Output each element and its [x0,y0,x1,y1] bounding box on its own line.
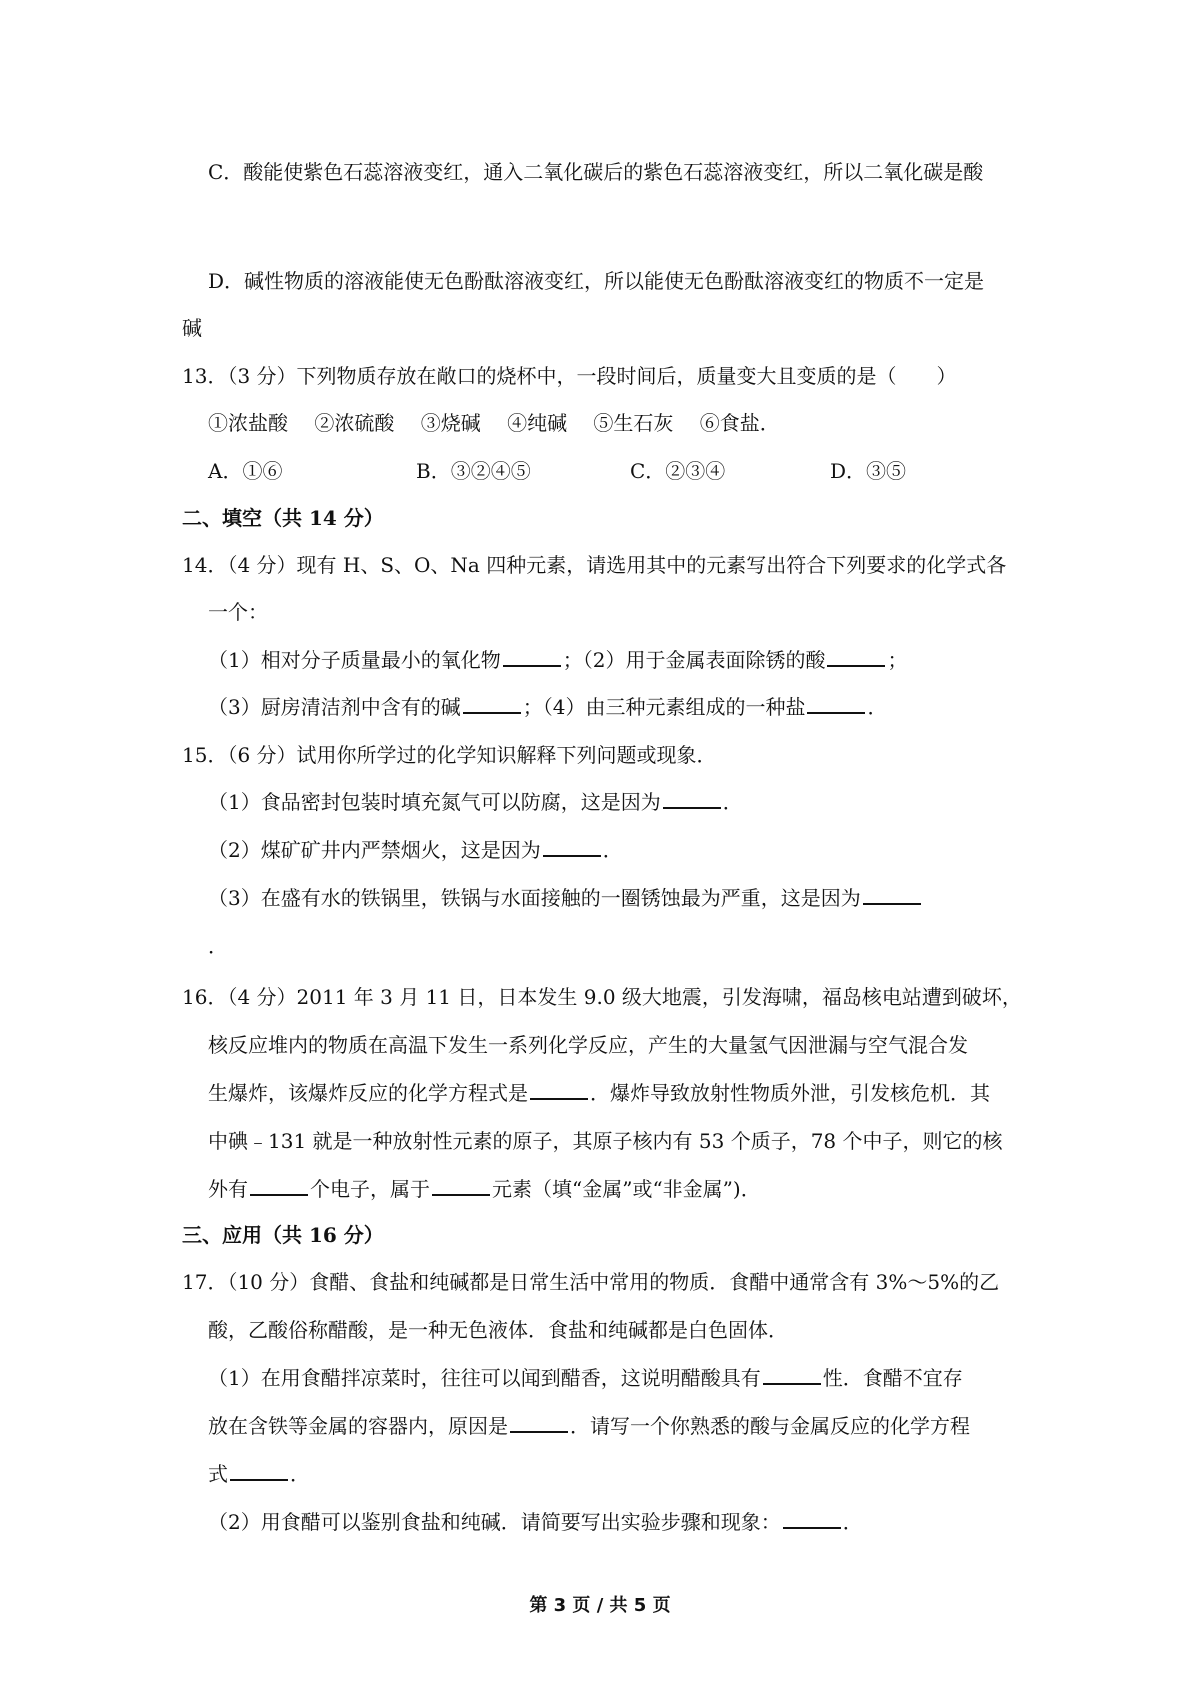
q15-part1 [208,788,743,816]
q14-stem-line1: 14．（4 分）现有 H、S、O、Na 四种元素，请选用其中的元素写出符合下列要求的化学式各 [182,553,1007,577]
q15-part3 [208,884,923,912]
punctuation: ． [867,695,888,719]
q13-option-c: C．②③④ [630,459,726,483]
answer-blank[interactable] [230,1461,288,1481]
answer-blank[interactable] [807,694,865,714]
answer-blank[interactable] [783,1509,841,1529]
punctuation: ． [602,838,623,862]
q14-parts-3-4 [208,693,887,721]
q17-line6 [208,1508,863,1536]
answer-blank[interactable] [827,647,885,667]
answer-blank[interactable] [763,1365,821,1385]
answer-blank[interactable] [432,1176,490,1196]
q17-line4 [208,1412,970,1440]
punctuation: ． [842,1510,863,1534]
q14-stem-line2: 一个： [208,600,268,624]
q16-line2: 核反应堆内的物质在高温下发生一系列化学反应，产生的大量氢气因泄漏与空气混合发 [208,1033,968,1057]
answer-blank[interactable] [543,837,601,857]
q17-line3-tail: 性．食醋不宜存 [822,1366,963,1390]
q17-line3-text: （1）在用食醋拌凉菜时，往往可以闻到醋香，这说明醋酸具有 [208,1366,761,1390]
q17-line6-text: （2）用食醋可以鉴别食盐和纯碱．请简要写出实验步骤和现象： [208,1510,781,1534]
q17-line5 [208,1460,310,1488]
answer-blank[interactable] [250,1176,308,1196]
punctuation: ； [887,648,908,672]
q15-stem: 15．（6 分）试用你所学过的化学知识解释下列问题或现象． [182,743,717,767]
answer-blank[interactable] [463,694,521,714]
q16-line1: 16．（4 分）2011 年 3 月 11 日，日本发生 9.0 级大地震，引发海啸，福岛核电站遭到破坏， [182,985,1022,1009]
section-title-fill-in: 二、填空（共 14 分） [182,506,384,530]
section-title-application: 三、应用（共 16 分） [182,1223,384,1247]
q17-line4-tail: ．请写一个你熟悉的酸与金属反应的化学方程 [570,1414,970,1438]
q17-line4-text: 放在含铁等金属的容器内，原因是 [208,1414,508,1438]
punctuation: ． [290,1462,310,1486]
answer-blank[interactable] [663,789,721,809]
q15-part3-text: （3）在盛有水的铁锅里，铁锅与水面接触的一圈锈蚀最为严重，这是因为 [208,886,861,910]
q17-line3 [208,1364,963,1392]
q13-stem: 13．（3 分）下列物质存放在敞口的烧杯中，一段时间后，质量变大且变质的是（ ） [182,364,957,388]
q16-line5 [208,1175,761,1203]
q12-option-c: C．酸能使紫色石蕊溶液变红，通入二氧化碳后的紫色石蕊溶液变红，所以二氧化碳是酸 [208,160,984,184]
q16-line5-text: 外有 [208,1177,248,1201]
q17-line2: 酸，乙酸俗称醋酸，是一种无色液体．食盐和纯碱都是白色固体． [208,1318,788,1342]
q13-option-b: B．③②④⑤ [416,459,531,483]
punctuation: ． [722,790,743,814]
q13-option-d: D．③⑤ [830,459,907,483]
q16-line5-tail: 元素（填“金属”或“非金属”)． [492,1177,761,1201]
q16-line3-text: 生爆炸，该爆炸反应的化学方程式是 [208,1081,528,1105]
q14-part2-text: ；（2）用于金属表面除锈的酸 [562,648,826,672]
q15-part2 [208,836,623,864]
q12-option-d-line2: 碱 [182,316,202,340]
q15-part3-end: ． [208,934,228,958]
answer-blank[interactable] [530,1080,588,1100]
q13-option-a: A．①⑥ [208,459,283,483]
page-footer: 第 3 页 / 共 5 页 [529,1595,671,1616]
q17-line1: 17．（10 分）食醋、食盐和纯碱都是日常生活中常用的物质．食醋中通常含有 3%～5%的乙 [182,1270,1000,1294]
q16-line4: 中碘﹣131 就是一种放射性元素的原子，其原子核内有 53 个质子，78 个中子，则它的核 [208,1129,1003,1153]
q14-part1-text: （1）相对分子质量最小的氧化物 [208,648,501,672]
answer-blank[interactable] [863,885,921,905]
q15-part2-text: （2）煤矿矿井内严禁烟火，这是因为 [208,838,541,862]
q16-line3-tail: ．爆炸导致放射性物质外泄，引发核危机．其 [590,1081,990,1105]
q12-option-d-line1: D．碱性物质的溶液能使无色酚酞溶液变红，所以能使无色酚酞溶液变红的物质不一定是 [208,269,985,293]
q15-part1-text: （1）食品密封包装时填充氮气可以防腐，这是因为 [208,790,661,814]
q14-part3-text: （3）厨房清洁剂中含有的碱 [208,695,461,719]
q14-part4-text: ；（4）由三种元素组成的一种盐 [522,695,806,719]
q16-line5-mid: 个电子，属于 [310,1177,430,1201]
answer-blank[interactable] [503,647,561,667]
q17-line5-text: 式 [208,1462,228,1486]
q13-items: ①浓盐酸 ②浓硫酸 ③烧碱 ④纯碱 ⑤生石灰 ⑥食盐． [208,411,780,435]
q16-line3 [208,1079,990,1107]
answer-blank[interactable] [510,1413,568,1433]
q14-parts-1-2 [208,646,907,674]
